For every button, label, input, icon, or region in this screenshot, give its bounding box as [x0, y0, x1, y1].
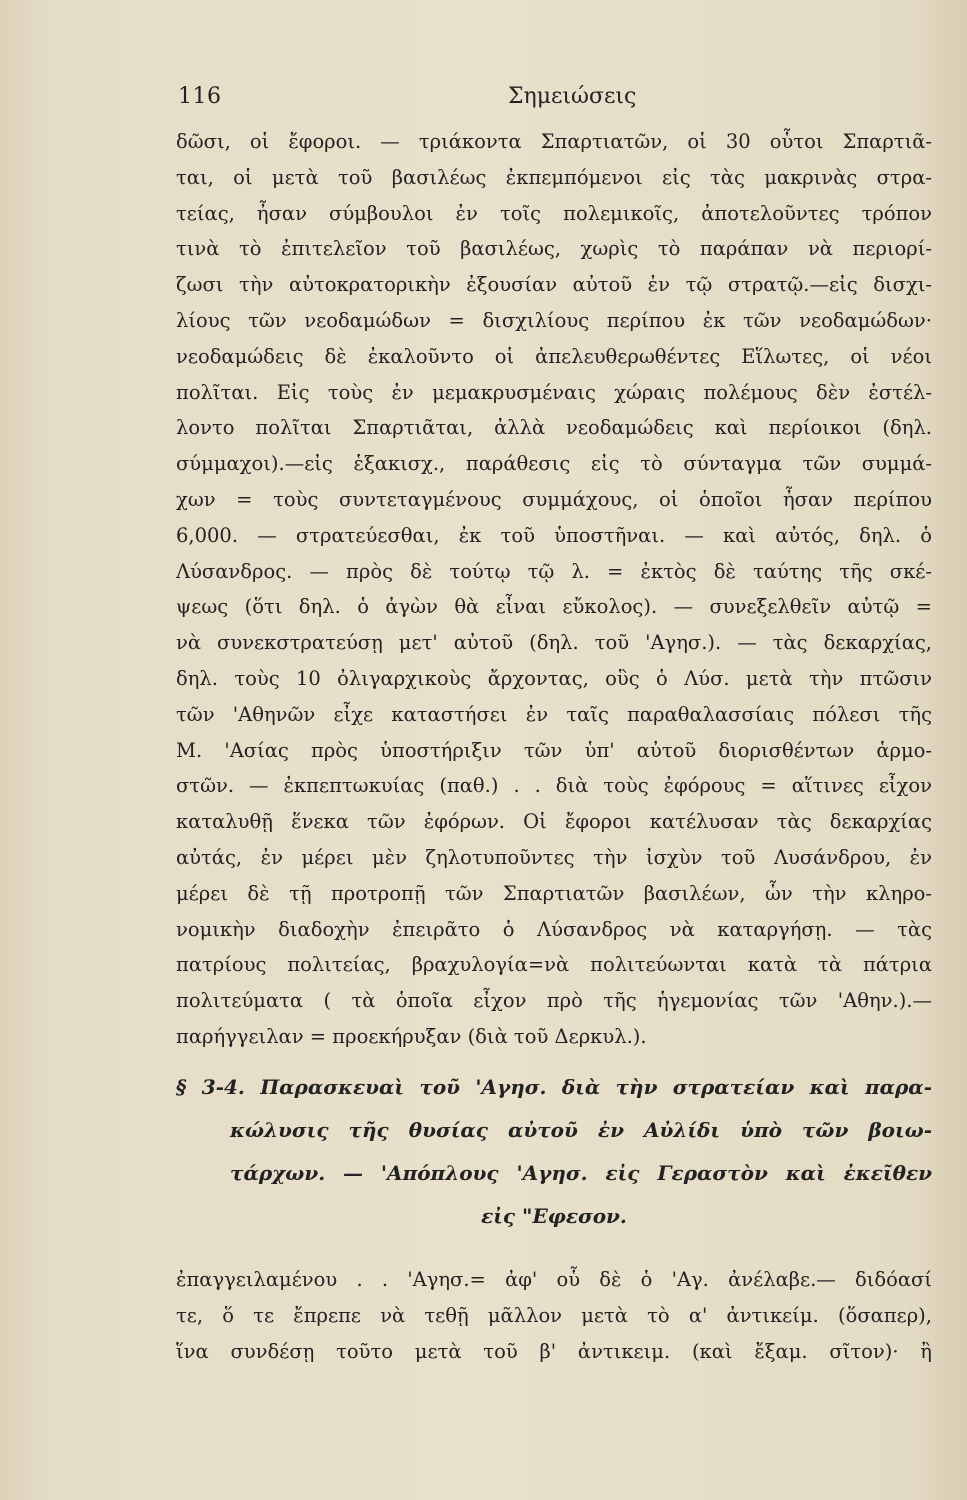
text-line: 6,000. — στρατεύεσθαι, ἐκ τοῦ ὑποστῆναι. — καὶ αὐτός, δηλ. ὁ — [176, 523, 932, 547]
text-line: Μ. 'Ασίας πρὸς ὑποστήριξιν τῶν ὑπ' αὐτοῦ διορισθέντων ἁρμο- — [176, 738, 932, 762]
text-line: νὰ συνεκστρατεύσῃ μετ' αὐτοῦ (δηλ. τοῦ 'Αγησ.). — τὰς δεκαρχίας, — [176, 631, 932, 655]
text-line: ται, οἱ μετὰ τοῦ βασιλέως ἐκπεμπόμενοι εἰς τὰς μακρινὰς στρα- — [176, 165, 932, 189]
text-line: Λύσανδρος. — πρὸς δὲ τούτῳ τῷ λ. = ἐκτὸς δὲ ταύτης τῆς σκέ- — [176, 559, 932, 583]
text-line: τείας, ἦσαν σύμβουλοι ἐν τοῖς πολεμικοῖς, ἀποτελοῦντες τρόπον — [176, 201, 932, 225]
text-line: ἐπαγγειλαμένου . . 'Αγησ.= ἀφ' οὗ δὲ ὁ 'Αγ. ἀνέλαβε.— διδόασί — [176, 1268, 932, 1291]
text-line: πολῖται. Εἰς τοὺς ἐν μεμακρυσμέναις χώραις πολέμους δὲν ἐστέλ- — [176, 380, 932, 404]
text-line: λοντο πολῖται Σπαρτιᾶται, ἀλλὰ νεοδαμώδεις καὶ περίοικοι (δηλ. — [176, 416, 932, 440]
text-line: τῶν 'Αθηνῶν εἶχε καταστήσει ἐν ταῖς παραθαλασσίαις πόλεσι τῆς — [176, 702, 932, 726]
text-line: στῶν. — ἐκπεπτωκυίας (παθ.) . . διὰ τοὺς ἐφόρους = αἵτινες εἶχον — [176, 774, 932, 798]
text-line: τε, ὅ τε ἔπρεπε νὰ τεθῇ μᾶλλον μετὰ τὸ α' ἀντικείμ. (ὅσαπερ), — [176, 1303, 932, 1327]
text-line: παρήγγειλαν = προεκήρυξαν (διὰ τοῦ Δερκυλ.). — [176, 1024, 647, 1048]
text-line: πολιτεύματα ( τὰ ὁποῖα εἶχον πρὸ τῆς ἡγεμονίας τῶν 'Αθην.).— — [176, 989, 932, 1013]
running-title: Σημειώσεις — [508, 84, 637, 109]
page-number: 116 — [178, 84, 222, 109]
text-line: αὐτάς, ἐν μέρει μὲν ζηλοτυποῦντες τὴν ἰσχὺν τοῦ Λυσάνδρου, ἐν — [176, 845, 932, 869]
text-line: ψεως (ὅτι δηλ. ὁ ἀγὼν θὰ εἶναι εὔκολος). — συνεξελθεῖν αὐτῷ = — [176, 595, 932, 619]
text-line: δῶσι, οἱ ἔφοροι. — τριάκοντα Σπαρτιατῶν, οἱ 30 οὗτοι Σπαρτιᾶ- — [176, 130, 932, 153]
heading-line: εἰς "Εφεσον. — [481, 1204, 627, 1228]
text-line: ἵνα συνδέσῃ τοῦτο μετὰ τοῦ β' ἀντικειμ. (καὶ ἔξαμ. σῖτον)· ἢ — [176, 1339, 932, 1363]
text-line: ζωσι τὴν αὐτοκρατορικὴν ἐξουσίαν αὐτοῦ ἐν τῷ στρατῷ.—εἰς δισχι- — [176, 273, 932, 297]
text-line: πατρίους πολιτείας, βραχυλογία=νὰ πολιτεύωνται κατὰ τὰ πάτρια — [176, 953, 932, 977]
text-line: νομικὴν διαδοχὴν ἐπειρᾶτο ὁ Λύσανδρος νὰ καταργήσῃ. — τὰς — [176, 917, 932, 941]
text-line: τινὰ τὸ ἐπιτελεῖον τοῦ βασιλέως, χωρὶς τὸ παράπαν νὰ περιορί- — [176, 237, 932, 261]
continuation-block — [176, 1262, 932, 1369]
text-line: καταλυθῇ ἕνεκα τῶν ἐφόρων. Οἱ ἔφοροι κατέλυσαν τὰς δεκαρχίας — [176, 810, 932, 834]
text-line: σύμμαχοι).—εἰς ἑξακισχ., παράθεσις εἰς τὸ σύνταγμα τῶν συμμά- — [176, 452, 932, 476]
notes-block — [176, 124, 932, 1055]
text-line: χων = τοὺς συντεταγμένους συμμάχους, οἱ ὁποῖοι ἦσαν περίπου — [176, 487, 932, 511]
text-line: νεοδαμώδεις δὲ ἐκαλοῦντο οἱ ἀπελευθερωθέντες Εἵλωτες, οἱ νέοι — [176, 344, 932, 368]
text-line: λίους τῶν νεοδαμώδων = δισχιλίους περίπου ἐκ τῶν νεοδαμώδων· — [176, 308, 932, 332]
section-heading — [176, 1066, 932, 1238]
heading-line: κώλυσις τῆς θυσίας αὐτοῦ ἐν Αὐλίδι ὑπὸ τῶν βοιω- — [230, 1118, 932, 1142]
heading-line: τάρχων. — 'Απόπλους 'Αγησ. εἰς Γεραστὸν καὶ ἐκεῖθεν — [230, 1161, 932, 1185]
text-line: δηλ. τοὺς 10 ὀλιγαρχικοὺς ἄρχοντας, οὓς ὁ Λύσ. μετὰ τὴν πτῶσιν — [176, 666, 932, 690]
text-line: μέρει δὲ τῇ προτροπῇ τῶν Σπαρτιατῶν βασιλέων, ὧν τὴν κληρο- — [176, 881, 932, 905]
heading-line: § 3-4. Παρασκευαὶ τοῦ 'Αγησ. διὰ τὴν στρατείαν καὶ παρα- — [176, 1075, 932, 1099]
page-header — [0, 78, 967, 118]
